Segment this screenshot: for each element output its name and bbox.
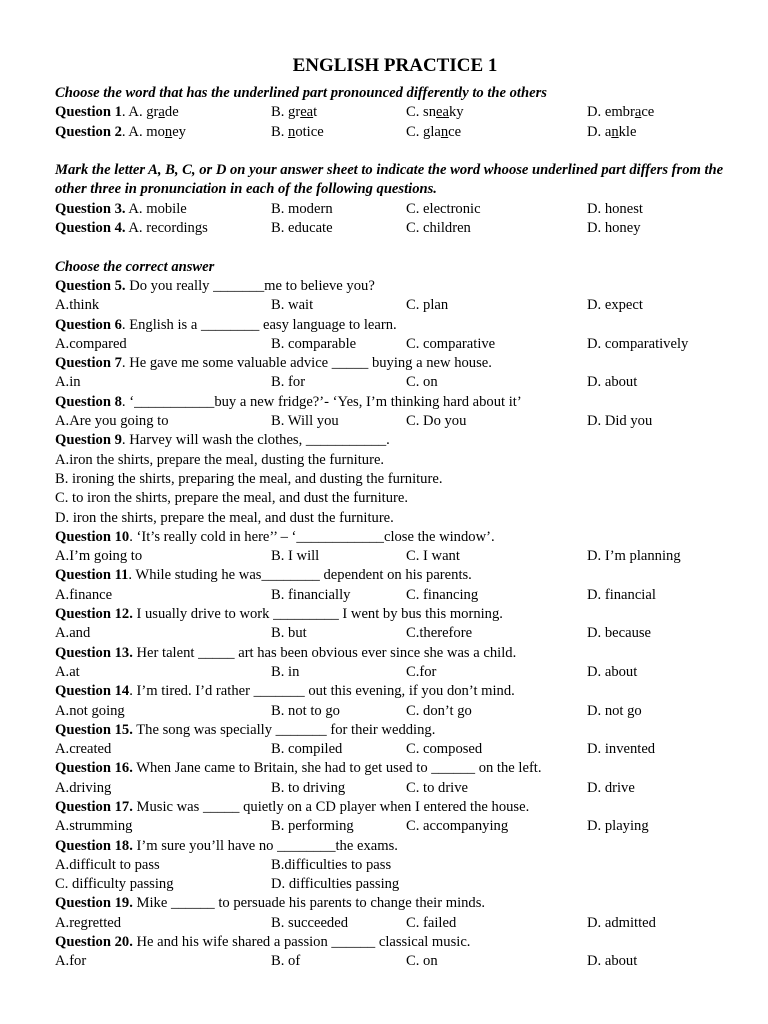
question-19-stem [55, 894, 735, 913]
question-label: Question 20. [55, 934, 133, 951]
question-18-options [55, 875, 735, 894]
option-b: B.difficulties to pass [271, 856, 392, 873]
question-17-stem [55, 798, 735, 817]
question-14-stem [55, 682, 735, 701]
option-a: A.iron the shirts, prepare the meal, dusting the furniture. [55, 451, 385, 468]
option-d: D. difficulties passing [271, 876, 400, 893]
question-label: Question 16. [55, 760, 133, 777]
option-a: A.and [55, 625, 91, 642]
option-d: D. about [587, 374, 638, 391]
question-6-options [55, 335, 735, 354]
question-17-options [55, 817, 735, 836]
option-b: B. in [271, 663, 300, 680]
question-8-options [55, 412, 735, 431]
question-5-stem [55, 277, 735, 296]
option-d: D. not go [587, 702, 642, 719]
option-c: C. to drive [406, 779, 469, 796]
option-c: C. failed [406, 914, 457, 931]
q4-option-a: Question 4. A. recordings [55, 220, 208, 237]
option-b: B. ironing the shirts, preparing the meal, and dusting the furniture. [55, 470, 443, 487]
question-7-options [55, 373, 735, 392]
question-label: Question 6 [55, 316, 122, 333]
question-11-stem [55, 566, 735, 585]
question-label: Question 5. [55, 277, 126, 294]
option-a: A.driving [55, 779, 112, 796]
option-d: D. financial [587, 586, 656, 603]
option-d: D. I’m planning [587, 548, 681, 565]
option-c: C. I want [406, 548, 460, 565]
option-d: D. playing [587, 818, 649, 835]
option-c: C. don’t go [406, 702, 472, 719]
option-d: D. about [587, 663, 638, 680]
question-label: Question 11 [55, 567, 129, 584]
option-d: D. admitted [587, 914, 656, 931]
q2-option-c: C. glance [406, 123, 462, 140]
question-text: Her talent _____ art has been obvious ever since she was a child. [132, 644, 517, 661]
question-4 [55, 219, 735, 238]
question-text: When Jane came to Britain, she had to get used to ______ on the left. [132, 760, 542, 777]
q4-option-b: B. educate [271, 220, 333, 237]
question-text: Music was _____ quietly on a CD player when I entered the house. [132, 798, 530, 815]
option-a: A.created [55, 741, 112, 758]
question-text: . I’m tired. I’d rather _______ out this evening, if you don’t mind. [129, 683, 515, 700]
section3-instruction: Choose the correct answer [55, 258, 215, 275]
question-12-options [55, 624, 735, 643]
q2-option-b: B. notice [271, 123, 324, 140]
q1-option-b: B. great [271, 104, 318, 121]
option-b: B. comparable [271, 335, 357, 352]
option-d: D. iron the shirts, prepare the meal, and dust the furniture. [55, 509, 394, 526]
q1-option-d: D. embrace [587, 104, 655, 121]
question-2 [55, 123, 735, 142]
question-10-options [55, 547, 735, 566]
question-16-stem [55, 759, 735, 778]
option-b: B. of [271, 953, 301, 970]
option-d: D. expect [587, 297, 643, 314]
q3-option-c: C. electronic [406, 200, 481, 217]
question-9-stem [55, 431, 735, 450]
question-text: I usually drive to work _________ I went by bus this morning. [132, 606, 503, 623]
question-15-stem [55, 721, 735, 740]
option-a: A.not going [55, 702, 125, 719]
question-label: Question 18. [55, 837, 133, 854]
option-a: A.for [55, 953, 87, 970]
option-c: C.therefore [406, 625, 473, 642]
option-c: C. Do you [406, 413, 467, 430]
option-d: D. because [587, 625, 652, 642]
question-text: I’m sure you’ll have no ________the exams. [132, 837, 398, 854]
question-text: Mike ______ to persuade his parents to change their minds. [132, 895, 486, 912]
q2-option-d: D. ankle [587, 123, 637, 140]
question-18-stem [55, 837, 735, 856]
option-b: B. financially [271, 586, 351, 603]
option-b: B. Will you [271, 413, 339, 430]
question-label: Question 17. [55, 798, 133, 815]
question-text: The song was specially _______ for their wedding. [132, 721, 436, 738]
question-10-stem [55, 528, 735, 547]
question-15-options [55, 740, 735, 759]
question-text: He and his wife shared a passion ______ classical music. [132, 934, 471, 951]
question-text: . Harvey will wash the clothes, ___________. [121, 432, 390, 449]
q1-option-c: C. sneaky [406, 104, 464, 121]
option-b: B. compiled [271, 741, 343, 758]
question-20-options [55, 952, 735, 971]
question-text: . English is a ________ easy language to learn. [121, 316, 397, 333]
option-c: C. to iron the shirts, prepare the meal, and dust the furniture. [55, 490, 408, 507]
option-c: C. accompanying [406, 818, 509, 835]
option-a: A.in [55, 374, 81, 391]
question-1 [55, 103, 735, 122]
question-label: Question 9 [55, 432, 122, 449]
q2-option-a: Question 2. A. money [55, 123, 186, 140]
option-c: C. difficulty passing [55, 876, 174, 893]
option-c: C. on [406, 374, 438, 391]
question-13-options [55, 663, 735, 682]
option-b: B. to driving [271, 779, 346, 796]
question-14-options [55, 702, 735, 721]
section1-instruction: Choose the word that has the underlined part pronounced differently to the others [55, 85, 547, 101]
option-b: B. but [271, 625, 307, 642]
question-text: . While studing he was________ dependent on his parents. [128, 567, 472, 584]
option-a: A.regretted [55, 914, 122, 931]
question-label: Question 14 [55, 683, 130, 700]
q1-option-a: Question 1. A. grade [55, 104, 179, 121]
option-a: A.Are you going to [55, 413, 169, 430]
option-c: C. plan [406, 297, 449, 314]
question-label: Question 12. [55, 606, 133, 623]
question-text: . ‘It’s really cold in here’’ – ‘____________close the window’. [129, 528, 495, 545]
q4-option-c: C. children [406, 220, 471, 237]
option-c: C. composed [406, 741, 483, 758]
question-20-stem [55, 933, 735, 952]
option-b: B. succeeded [271, 914, 348, 931]
q4-option-d: D. honey [587, 220, 641, 237]
option-c: C. on [406, 953, 438, 970]
worksheet-page [55, 52, 735, 972]
option-a: A.think [55, 297, 100, 314]
section2-instruction: Mark the letter A, B, C, or D on your answer sheet to indicate the word whoose underlined part differs from the other three in pronunciation in each of the following questions. [55, 162, 724, 198]
option-c: C.for [406, 663, 437, 680]
q3-option-a: Question 3. A. mobile [55, 200, 187, 217]
question-label: Question 13. [55, 644, 133, 661]
option-d: D. Did you [587, 413, 653, 430]
question-8-stem [55, 393, 735, 412]
option-d: D. drive [587, 779, 635, 796]
question-text: Do you really _______me to believe you? [125, 277, 375, 294]
question-11-options [55, 586, 735, 605]
question-12-stem [55, 605, 735, 624]
option-b: B. wait [271, 297, 314, 314]
option-d: D. invented [587, 741, 656, 758]
page-title: ENGLISH PRACTICE 1 [292, 55, 498, 76]
question-5-options [55, 296, 735, 315]
question-text: . He gave me some valuable advice _____ buying a new house. [121, 355, 492, 372]
option-d: D. comparatively [587, 335, 689, 352]
section3-questions [55, 277, 735, 972]
question-label: Question 7 [55, 355, 122, 372]
question-19-options [55, 914, 735, 933]
question-7-stem [55, 354, 735, 373]
q3-option-d: D. honest [587, 200, 643, 217]
question-18-options [55, 856, 735, 875]
question-13-stem [55, 644, 735, 663]
question-label: Question 10 [55, 528, 130, 545]
q3-option-b: B. modern [271, 200, 333, 217]
question-16-options [55, 779, 735, 798]
question-label: Question 19. [55, 895, 133, 912]
option-a: A.finance [55, 586, 113, 603]
question-label: Question 15. [55, 721, 133, 738]
question-label: Question 8 [55, 393, 122, 410]
option-d: D. about [587, 953, 638, 970]
option-b: B. I will [271, 548, 320, 565]
option-b: B. performing [271, 818, 354, 835]
option-c: C. financing [406, 586, 479, 603]
question-6-stem [55, 316, 735, 335]
option-c: C. comparative [406, 335, 496, 352]
option-a: A.compared [55, 335, 127, 352]
option-a: A.difficult to pass [55, 856, 160, 873]
question-text: . ‘___________buy a new fridge?’- ‘Yes, I’m thinking hard about it’ [121, 393, 522, 410]
option-a: A.strumming [55, 818, 133, 835]
option-a: A.at [55, 663, 80, 680]
option-b: B. for [271, 374, 306, 391]
option-b: B. not to go [271, 702, 340, 719]
option-a: A.I’m going to [55, 548, 143, 565]
question-3 [55, 200, 735, 219]
